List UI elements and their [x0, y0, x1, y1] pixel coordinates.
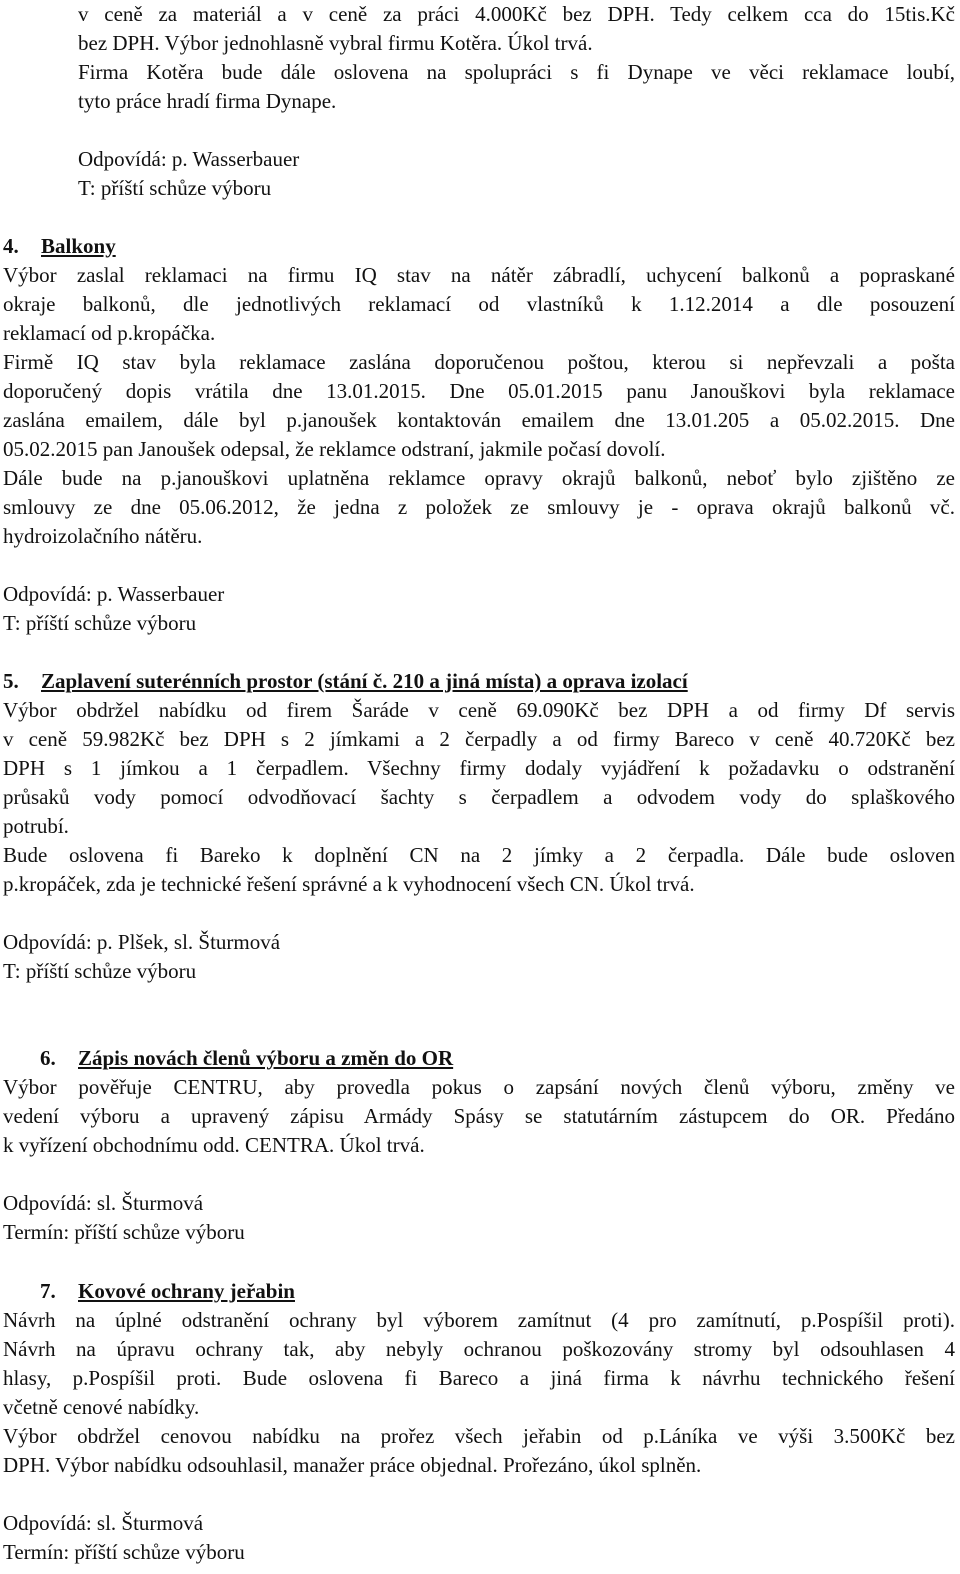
deadline-line: Termín: příští schůze výboru	[3, 1540, 245, 1564]
text-line: Bude oslovena fi Bareko k doplnění CN na 2 jímky a 2 čerpadla. Dále bude osloven	[3, 843, 955, 867]
section-title: Kovové ochrany jeřabin	[78, 1279, 295, 1303]
text-line: potrubí.	[3, 814, 69, 838]
section-title: Balkony	[41, 234, 116, 258]
text-line: průsaků vody pomocí odvodňovací šachty s čerpadlem a odvodem vody do splaškového	[3, 785, 955, 809]
text-line: Dále bude na p.janouškovi uplatněna reklamce opravy okrajů balkonů, neboť bylo zjištěno ze	[3, 466, 955, 490]
text-line: zaslána emailem, dále byl p.janoušek kontaktován emailem dne 13.01.205 a 05.02.2015. Dne	[3, 408, 955, 432]
text-line: Firmě IQ stav byla reklamace zaslána doporučenou poštou, kterou si nepřevzali a pošta	[3, 350, 955, 374]
section-heading	[3, 667, 955, 695]
text-line: Výbor zaslal reklamaci na firmu IQ stav na nátěr zábradlí, uchycení balkonů a popraskané	[3, 263, 955, 287]
section-title: Zápis novách členů výboru a změn do OR	[78, 1046, 454, 1070]
text-line: Návrh na úpravu ochrany tak, aby nebyly ochranou poškozovány stromy byl odsouhlasen 4	[3, 1337, 955, 1361]
text-line: Výbor obdržel nabídku od firem Šaráde v ceně 69.090Kč bez DPH a od firmy Df servis	[3, 698, 955, 722]
section-number: 6.	[40, 1046, 56, 1070]
text-line: v ceně 59.982Kč bez DPH s 2 jímkami a 2 čerpadly a od firmy Bareco v ceně 40.720Kč bez	[3, 727, 955, 751]
text-line: Firma Kotěra bude dále oslovena na spolupráci s fi Dynape ve věci reklamace loubí,	[78, 60, 955, 84]
section-heading	[40, 1044, 955, 1072]
text-line: DPH. Výbor nabídku odsouhlasil, manažer práce objednal. Prořezáno, úkol splněn.	[3, 1453, 702, 1477]
text-line: 05.02.2015 pan Janoušek odepsal, že reklamce odstraní, jakmile počasí dovolí.	[3, 437, 666, 461]
text-line: p.kropáček, zda je technické řešení správné a k vyhodnocení všech CN. Úkol trvá.	[3, 872, 695, 896]
responsible-line: Odpovídá: sl. Šturmová	[3, 1191, 204, 1215]
section-heading	[40, 1277, 955, 1305]
section-heading	[3, 232, 955, 260]
responsible-line: Odpovídá: p. Plšek, sl. Šturmová	[3, 930, 281, 954]
text-line: smlouvy ze dne 05.06.2012, že jedna z položek ze smlouvy je - oprava okrajů balkonů vč.	[3, 495, 955, 519]
text-line: Výbor obdržel cenovou nabídku na prořez všech jeřabin od p.Láníka ve výši 3.500Kč bez	[3, 1424, 955, 1448]
responsible-line: Odpovídá: sl. Šturmová	[3, 1511, 204, 1535]
deadline-line: T: příští schůze výboru	[3, 959, 197, 983]
text-line: vedení výboru a upravený zápisu Armády Spásy se statutárním zástupcem do OR. Předáno	[3, 1104, 955, 1128]
section-number: 5.	[3, 669, 19, 693]
text-line: tyto práce hradí firma Dynape.	[78, 89, 337, 113]
text-line: DPH s 1 jímkou a 1 čerpadlem. Všechny firmy dodaly vyjádření k požadavku o odstranění	[3, 756, 955, 780]
responsible-line: Odpovídá: p. Wasserbauer	[3, 582, 225, 606]
text-line: hlasy, p.Pospíšil proti. Bude oslovena fi Bareco a jiná firma k návrhu technického řešení	[3, 1366, 955, 1390]
deadline-line: T: příští schůze výboru	[78, 176, 272, 200]
section-number: 4.	[3, 234, 19, 258]
text-line: hydroizolačního nátěru.	[3, 524, 203, 548]
section-title: Zaplavení suterénních prostor (stání č. 210 a jiná místa) a oprava izolací	[41, 669, 688, 693]
text-line: okraje balkonů, dle jednotlivých reklamací od vlastníků k 1.12.2014 a dle posouzení	[3, 292, 955, 316]
text-line: v ceně za materiál a v ceně za práci 4.000Kč bez DPH. Tedy celkem cca do 15tis.Kč	[78, 2, 955, 26]
deadline-line: Termín: příští schůze výboru	[3, 1220, 245, 1244]
text-line: Výbor pověřuje CENTRU, aby provedla pokus o zapsání nových členů výboru, změny ve	[3, 1075, 955, 1099]
responsible-line: Odpovídá: p. Wasserbauer	[78, 147, 300, 171]
deadline-line: T: příští schůze výboru	[3, 611, 197, 635]
text-line: bez DPH. Výbor jednohlasně vybral firmu Kotěra. Úkol trvá.	[78, 31, 593, 55]
text-line: včetně cenové nabídky.	[3, 1395, 200, 1419]
text-line: reklamací od p.kropáčka.	[3, 321, 216, 345]
text-line: doporučený dopis vrátila dne 13.01.2015. Dne 05.01.2015 panu Janouškovi byla reklamace	[3, 379, 955, 403]
section-number: 7.	[40, 1279, 56, 1303]
text-line: Návrh na úplné odstranění ochrany byl výborem zamítnut (4 pro zamítnutí, p.Pospíšil proti).	[3, 1308, 955, 1332]
text-line: k vyřízení obchodnímu odd. CENTRA. Úkol trvá.	[3, 1133, 425, 1157]
